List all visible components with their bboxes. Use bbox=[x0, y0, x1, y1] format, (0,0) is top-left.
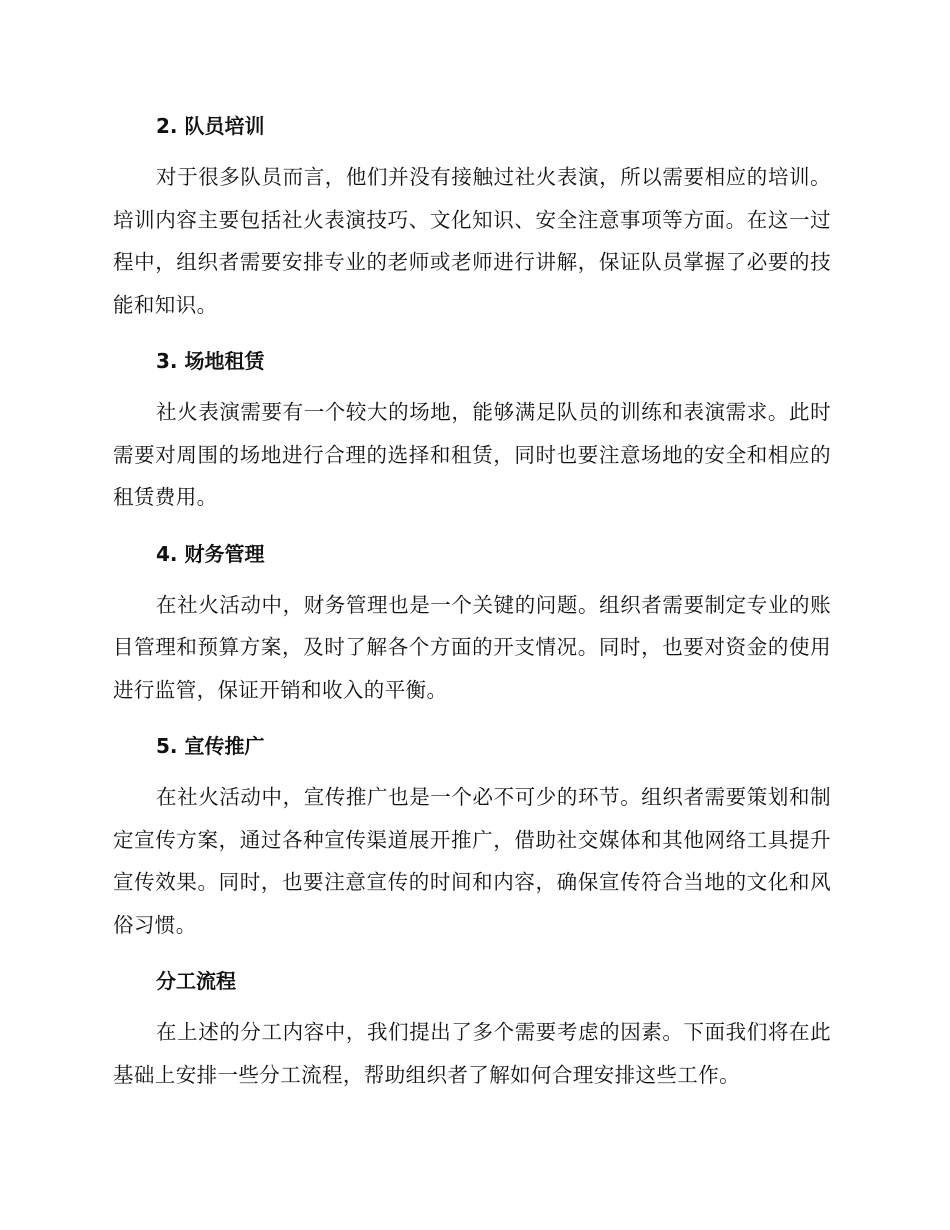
section-paragraph: 社火表演需要有一个较大的场地，能够满足队员的训练和表演需求。此时需要对周围的场地进行合理的选择和租赁，同时也要注意场地的安全和相应的租赁费用。 bbox=[113, 400, 831, 509]
section-team-training bbox=[113, 108, 831, 326]
section-promotion bbox=[113, 728, 831, 946]
section-paragraph: 对于很多队员而言，他们并没有接触过社火表演，所以需要相应的培训。培训内容主要包括社火表演技巧、文化知识、安全注意事项等方面。在这一过程中，组织者需要安排专业的老师或老师进行讲解，保证队员掌握了必要的技能和知识。 bbox=[113, 165, 831, 317]
section-paragraph: 在社火活动中，财务管理也是一个关键的问题。组织者需要制定专业的账目管理和预算方案，及时了解各个方面的开支情况。同时，也要对资金的使用进行监管，保证开销和收入的平衡。 bbox=[113, 592, 831, 702]
document-content bbox=[113, 108, 831, 1113]
section-paragraph: 在社火活动中，宣传推广也是一个必不可少的环节。组织者需要策划和制定宣传方案，通过各种宣传渠道展开推广，借助社交媒体和其他网络工具提升宣传效果。同时，也要注意宣传的时间和内容，确保宣传符合当地的文化和风俗习惯。 bbox=[113, 785, 831, 937]
section-heading: 2. 队员培训 bbox=[156, 114, 265, 138]
section-paragraph: 在上述的分工内容中，我们提出了多个需要考虑的因素。下面我们将在此基础上安排一些分工流程，帮助组织者了解如何合理安排这些工作。 bbox=[113, 1020, 831, 1087]
section-heading: 4. 财务管理 bbox=[156, 541, 265, 566]
section-division-process bbox=[113, 963, 831, 1096]
section-financial-management bbox=[113, 536, 831, 712]
section-heading: 分工流程 bbox=[156, 969, 236, 993]
section-heading: 3. 场地租赁 bbox=[156, 349, 265, 373]
section-venue-rental bbox=[113, 343, 831, 519]
section-heading: 5. 宣传推广 bbox=[156, 734, 265, 758]
